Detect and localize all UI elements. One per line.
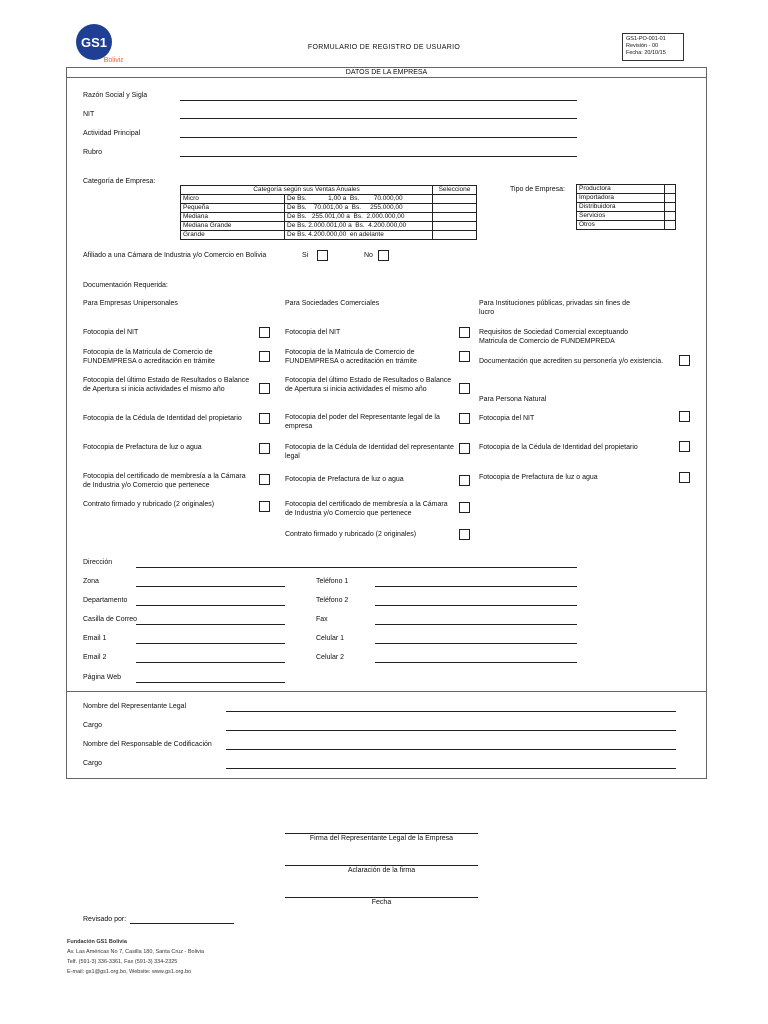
revisado-input-line[interactable] (130, 923, 234, 924)
doc-item: Fotocopia de la Matricula de Comercio de FUNDEMPRESA o acreditación en trámite (83, 349, 215, 365)
departamento-label: Departamento (83, 597, 128, 604)
doc-checkbox[interactable] (679, 355, 690, 366)
table-row (181, 195, 477, 204)
representante-label: Nombre del Representante Legal (83, 703, 187, 710)
field-label-rubro: Rubro (83, 149, 103, 156)
field-label-actividad: Actividad Principal (83, 130, 141, 137)
doc-checkbox[interactable] (259, 413, 270, 424)
doc-date: Fecha: 20/10/15 (626, 50, 666, 56)
doc-checkbox[interactable] (459, 383, 470, 394)
footer-org: Fundación GS1 Bolivia (67, 939, 127, 945)
table-row (577, 221, 676, 230)
docs-col1-title: Para Empresas Unipersonales (83, 300, 178, 307)
direccion-label: Dirección (83, 559, 113, 566)
doc-checkbox[interactable] (259, 351, 270, 362)
tipo-option: Productora (577, 185, 665, 194)
category-name: Mediana (181, 213, 285, 222)
docs-title: Documentación Requerida: (83, 282, 168, 289)
footer-email: E-mail: gs1@gs1.org.bo, Website: www.gs1.org.bo (67, 969, 192, 975)
logo-text: GS1 (80, 35, 108, 50)
doc-checkbox[interactable] (459, 327, 470, 338)
cargo1-input-line[interactable] (226, 730, 676, 731)
table-row (181, 222, 477, 231)
category-select-cell[interactable] (433, 195, 477, 204)
field-label-nit: NIT (83, 111, 95, 118)
tipo-checkbox[interactable] (665, 185, 676, 194)
table-row (577, 212, 676, 221)
doc-item: Fotocopia del NIT (479, 415, 535, 422)
category-table (180, 185, 477, 240)
casilla-input-line[interactable] (136, 624, 285, 625)
category-range: De Bs. 255.001,00 a Bs. 2.000.000,00 (285, 213, 433, 222)
aclaracion-label: Aclaración de la firma (347, 867, 416, 874)
doc-item: Fotocopia del certificado de membresía a la Cámara de Industria y/o Comercio que pertenece (285, 501, 448, 517)
doc-item: Fotocopia del certificado de membresía a la Cámara de Industria y/o Comercio que pertenece (83, 473, 246, 489)
category-name: Pequeña (181, 204, 285, 213)
zona-input-line[interactable] (136, 586, 285, 587)
doc-code: GS1-PO-001-01 (626, 36, 666, 42)
doc-checkbox[interactable] (459, 529, 470, 540)
casilla-label: Casilla de Correo (83, 616, 138, 623)
doc-checkbox[interactable] (459, 443, 470, 454)
cargo2-label: Cargo (83, 760, 103, 767)
doc-item: Contrato firmado y rubricado (2 originales) (83, 501, 215, 508)
table-row (577, 194, 676, 203)
doc-item: Requisitos de Sociedad Comercial exceptuando Matricula de Comercio de FUNDEMPREDA (479, 329, 629, 345)
web-input-line[interactable] (136, 682, 285, 683)
table-row (181, 231, 477, 240)
category-select-cell[interactable] (433, 231, 477, 240)
category-header: Categoría según sus Ventas Anuales (181, 186, 433, 195)
tipo-checkbox[interactable] (665, 203, 676, 212)
razon-social-input-line[interactable] (180, 100, 577, 101)
logo-subtext: Bolivia (103, 57, 123, 64)
category-name: Mediana Grande (181, 222, 285, 231)
footer-phone: Telf. (591-3) 336-3361, Fax (591-3) 334-2325 (67, 959, 178, 965)
responsable-label: Nombre del Responsable de Codificación (83, 741, 212, 748)
cargo2-input-line[interactable] (226, 768, 676, 769)
revisado-label: Revisado por: (83, 916, 127, 923)
doc-checkbox[interactable] (259, 501, 270, 512)
tipo-checkbox[interactable] (665, 194, 676, 203)
doc-item: Fotocopia de Prefactura de luz o agua (83, 444, 202, 451)
footer (67, 937, 204, 977)
doc-item: Fotocopia de Prefactura de luz o agua (285, 476, 404, 483)
doc-checkbox[interactable] (259, 383, 270, 394)
doc-item: Fotocopia del poder del Representante legal de la empresa (285, 414, 440, 430)
responsable-input-line[interactable] (226, 749, 676, 750)
category-range: De Bs. 2.000.001,00 a Bs. 4.200.000,00 (285, 222, 433, 231)
doc-checkbox[interactable] (459, 351, 470, 362)
fax-label: Fax (316, 616, 328, 623)
doc-checkbox[interactable] (679, 441, 690, 452)
doc-item: Fotocopia de la Cédula de Identidad del propietario (83, 415, 242, 422)
doc-checkbox[interactable] (459, 475, 470, 486)
doc-checkbox[interactable] (459, 413, 470, 424)
firma-label: Firma del Representante Legal de la Empresa (309, 835, 454, 842)
category-select-cell[interactable] (433, 213, 477, 222)
afiliado-no-label: No (364, 252, 373, 259)
tipo-option: Servicios (577, 212, 665, 221)
tipo-option: Otros (577, 221, 665, 230)
doc-checkbox[interactable] (679, 472, 690, 483)
zona-label: Zona (83, 578, 99, 585)
category-name: Grande (181, 231, 285, 240)
afiliado-si-checkbox[interactable] (317, 250, 328, 261)
table-row (181, 204, 477, 213)
telefono2-input-line[interactable] (375, 605, 577, 606)
celular2-input-line[interactable] (375, 662, 577, 663)
doc-reference-box (622, 33, 684, 61)
departamento-input-line[interactable] (136, 605, 285, 606)
doc-checkbox[interactable] (259, 474, 270, 485)
tipo-table (576, 184, 676, 230)
footer-address: Av. Las Américas No 7, Casilla 180, Santa Cruz - Bolivia (67, 949, 205, 955)
docs-natural-title: Para Persona Natural (479, 396, 547, 403)
docs-col2-title: Para Sociedades Comerciales (285, 300, 380, 307)
category-select-cell[interactable] (433, 204, 477, 213)
tipo-label: Tipo de Empresa: (510, 186, 565, 193)
doc-item: Fotocopia del último Estado de Resultados o Balance de Apertura si inicia actividades el mismo año (83, 377, 250, 393)
nit-input-line[interactable] (180, 118, 577, 119)
cargo1-label: Cargo (83, 722, 103, 729)
doc-item: Fotocopia del NIT (285, 329, 341, 336)
section-divider (66, 691, 707, 692)
doc-checkbox[interactable] (679, 411, 690, 422)
tipo-option: Distribuidora (577, 203, 665, 212)
table-row (577, 203, 676, 212)
form-title: FORMULARIO DE REGISTRO DE USUARIO (307, 44, 461, 51)
doc-item: Fotocopia de la Matricula de Comercio de FUNDEMPRESA o acreditación en trámite (285, 349, 417, 365)
category-range: De Bs. 1,00 a Bs. 70.000,00 (285, 195, 433, 204)
section-title: DATOS DE LA EMPRESA (66, 67, 707, 78)
afiliado-no-checkbox[interactable] (378, 250, 389, 261)
celular1-input-line[interactable] (375, 643, 577, 644)
afiliado-si-label: Si (302, 252, 309, 259)
telefono2-label: Teléfono 2 (316, 597, 349, 604)
email2-label: Email 2 (83, 654, 107, 661)
doc-item: Fotocopia de la Cédula de Identidad del propietario (479, 444, 638, 451)
category-range: De Bs. 70.001,00 a Bs. 255.000,00 (285, 204, 433, 213)
category-name: Micro (181, 195, 285, 204)
tipo-checkbox[interactable] (665, 221, 676, 230)
rubro-input-line[interactable] (180, 156, 577, 157)
doc-revision: Revisión - 00 (626, 43, 659, 49)
doc-item: Fotocopia del último Estado de Resultados o Balance de Apertura si inicia actividades el mismo año (285, 377, 452, 393)
doc-checkbox[interactable] (259, 443, 270, 454)
doc-item: Fotocopia de la Cédula de Identidad del representante legal (285, 444, 454, 460)
celular1-label: Celular 1 (316, 635, 345, 642)
category-label: Categoría de Empresa: (83, 178, 156, 185)
doc-item: Documentación que acrediten su personería y/o existencia. (479, 358, 664, 365)
select-header: Seleccione (433, 186, 477, 195)
afiliado-label: Afiliado a una Cámara de Industria y/o Comercio en Bolivia (83, 252, 267, 259)
web-label: Página Web (83, 674, 122, 681)
email1-input-line[interactable] (136, 643, 285, 644)
doc-item: Fotocopia del NIT (83, 329, 139, 336)
email1-label: Email 1 (83, 635, 107, 642)
table-row (577, 185, 676, 194)
table-row (181, 213, 477, 222)
telefono1-input-line[interactable] (375, 586, 577, 587)
fecha-label: Fecha (371, 899, 392, 906)
field-label-razon-social: Razón Social y Sigla (83, 92, 148, 99)
doc-item: Fotocopia de Prefactura de luz o agua (479, 474, 598, 481)
celular2-label: Celular 2 (316, 654, 345, 661)
docs-col3-title: Para Instituciones públicas, privadas sin fines de lucro (479, 300, 630, 316)
doc-checkbox[interactable] (459, 502, 470, 513)
actividad-input-line[interactable] (180, 137, 577, 138)
fax-input-line[interactable] (375, 624, 577, 625)
telefono1-label: Teléfono 1 (316, 578, 349, 585)
representante-input-line[interactable] (226, 711, 676, 712)
category-range: De Bs. 4.200.000,00 en adelante (285, 231, 433, 240)
doc-item: Contrato firmado y rubricado (2 originales) (285, 531, 417, 538)
category-select-cell[interactable] (433, 222, 477, 231)
email2-input-line[interactable] (136, 662, 285, 663)
tipo-checkbox[interactable] (665, 212, 676, 221)
tipo-option: Importadora (577, 194, 665, 203)
direccion-input-line[interactable] (136, 567, 577, 568)
doc-checkbox[interactable] (259, 327, 270, 338)
